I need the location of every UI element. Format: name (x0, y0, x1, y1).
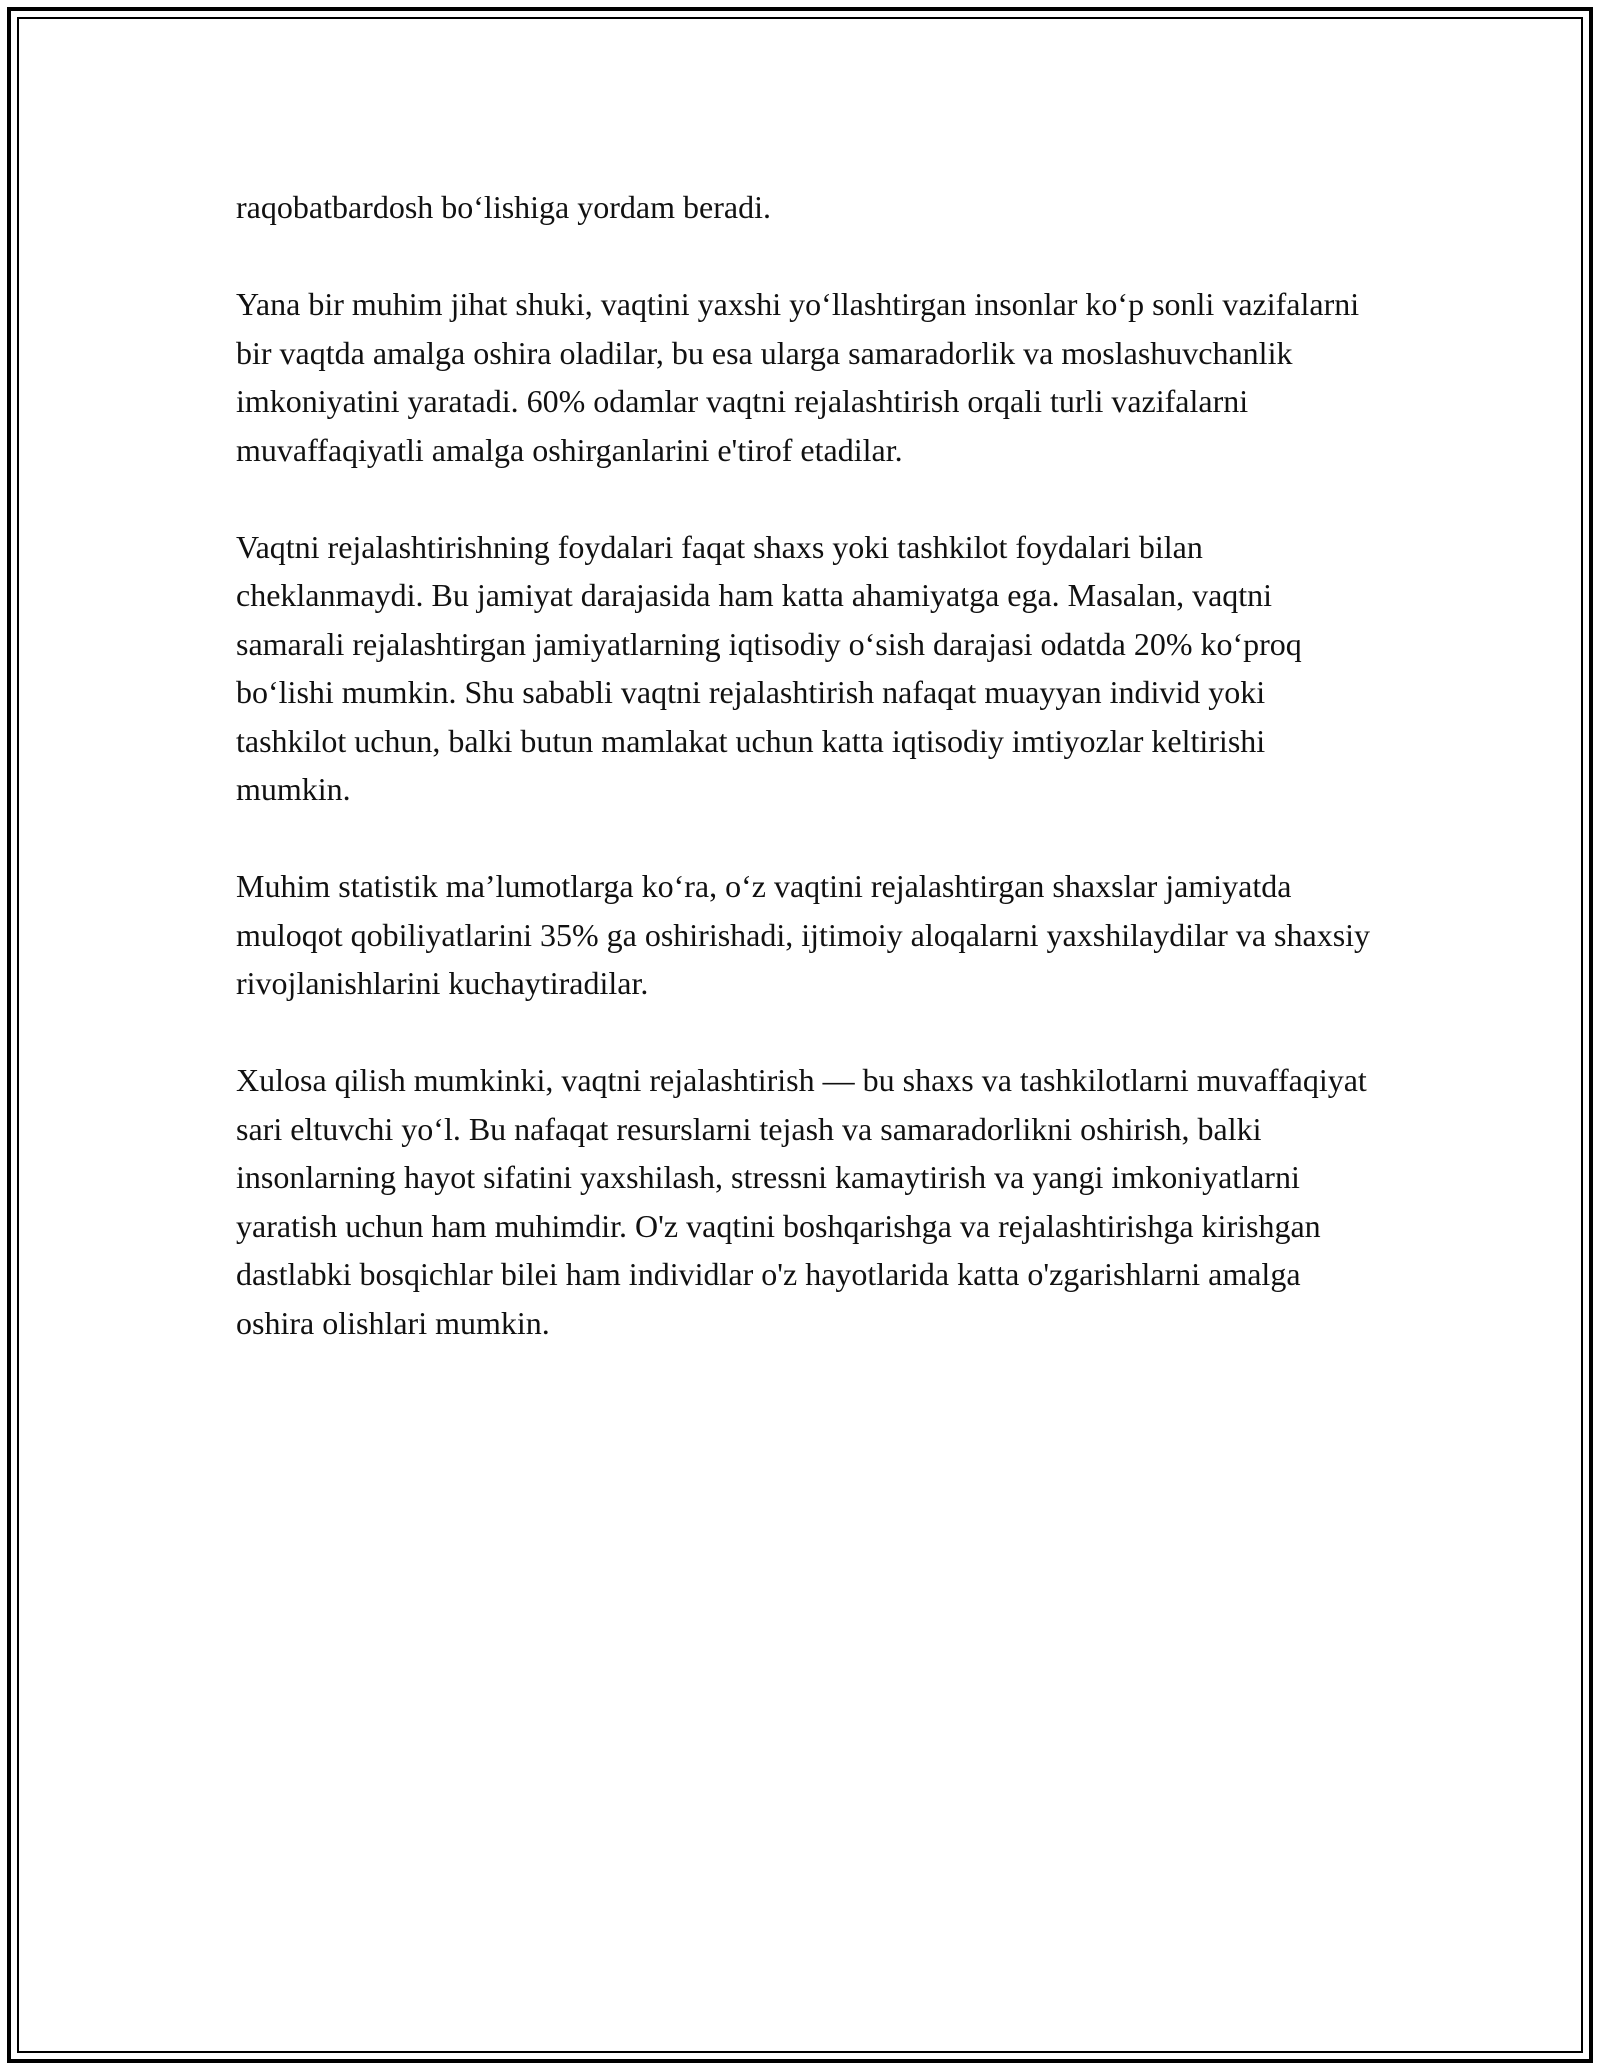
paragraph-statistics: Muhim statistik ma’lumotlarga ko‘ra, o‘z vaqtini rejalashtirgan shaxslar jamiyatda muloqot qobiliyatlarini 35% ga oshirishadi, ijtimoiy aloqalarni yaxshilaydilar va shaxsiy rivojlanishlarini kuchaytiradilar. (236, 868, 1371, 1001)
paragraph-multitasking: Yana bir muhim jihat shuki, vaqtini yaxshi yo‘llashtirgan insonlar ko‘p sonli vazifalarni bir vaqtda amalga oshira oladilar, bu esa ularga samaradorlik va moslashuvchanlik imkoniyatini yaratadi. 60% odamlar vaqtni rejalashtirish orqali turli vazifalarni muvaffaqiyatli amalga oshirganlarini e'tirof etadilar. (236, 286, 1360, 468)
paragraph-conclusion: Xulosa qilish mumkinki, vaqtni rejalashtirish — bu shaxs va tashkilotlarni muvaffaqiyat sari eltuvchi yo‘l. Bu nafaqat resurslarni tejash va samaradorlikni oshirish, balki insonlarning hayot sifatini yaxshilash, stressni kamaytirish va yangi imkoniyatlarni yaratish uchun ham muhimdir. O'z vaqtini boshqarishga va rejalashtirishga kirishgan dastlabki bosqichlar bilei ham individlar o'z hayotlarida katta o'zgarishlarni amalga oshira olishlari mumkin. (236, 1062, 1367, 1341)
paragraph-society-benefits: Vaqtni rejalashtirishning foydalari faqat shaxs yoki tashkilot foydalari bilan cheklanmaydi. Bu jamiyat darajasida ham katta ahamiyatga ega. Masalan, vaqtni samarali rejalashtirgan jamiyatlarning iqtisodiy o‘sish darajasi odatda 20% ko‘proq bo‘lishi mumkin. Shu sababli vaqtni rejalashtirish nafaqat muayyan individ yoki tashkilot uchun, balki butun mamlakat uchun katta iqtisodiy imtiyozlar keltirishi mumkin. (236, 528, 1302, 807)
document-body (236, 183, 1376, 1396)
paragraph-continuation: raqobatbardosh bo‘lishiga yordam beradi. (236, 189, 771, 225)
